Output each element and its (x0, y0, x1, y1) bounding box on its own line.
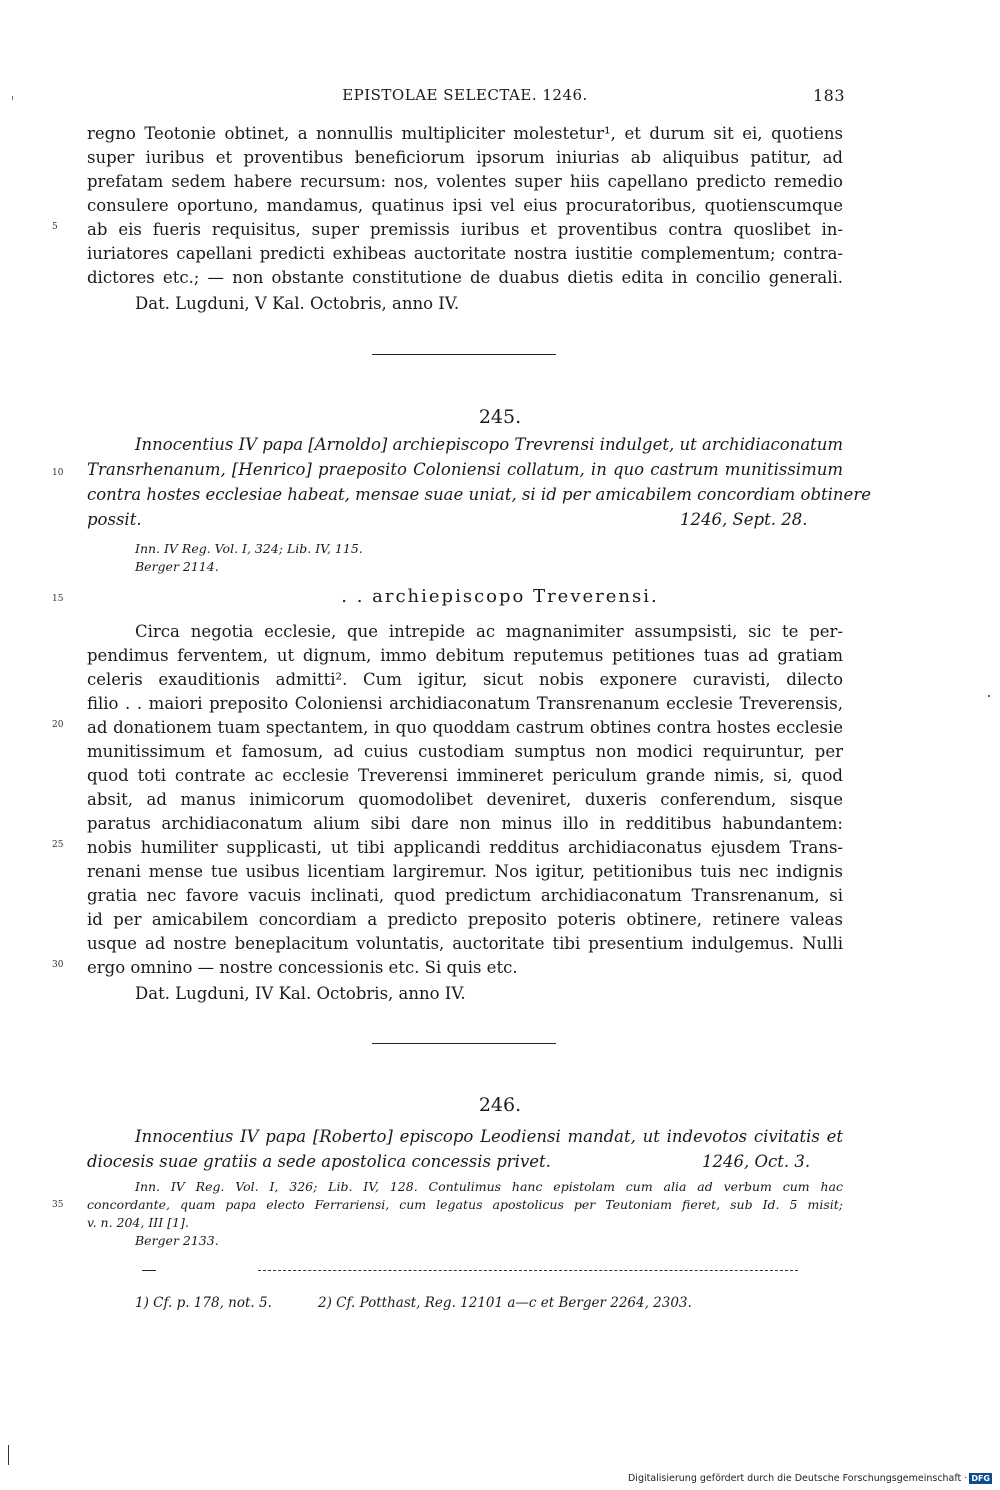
line-number: 30 (52, 960, 64, 970)
letter-date: 1246, Oct. 3. (702, 1152, 811, 1171)
text-line: ergo omnino — nostre concessionis etc. Si quis etc. (87, 958, 518, 977)
text-line: absit, ad manus inimicorum quomodolibet deveniret, duxeris conferendum, sisque (87, 790, 843, 809)
footnote: 2) Cf. Potthast, Reg. 12101 a—c et Berger 2264, 2303. (318, 1295, 692, 1311)
running-title: EPISTOLAE SELECTAE. 1246. (342, 86, 588, 104)
text-line: paratus archidiaconatum alium sibi dare non minus illo in redditibus habundantem: (87, 814, 843, 833)
line-number: 10 (52, 468, 64, 478)
text-line: dictores etc.; — non obstante constitutione de duabus dietis edita in concilio generali. (87, 268, 843, 287)
text-line: regno Teotonie obtinet, a nonnullis multipliciter molestetur¹, et durum sit ei, quotiens (87, 124, 843, 143)
summary-line: contra hostes ecclesiae habeat, mensae suae uniat, si id per amicabilem concordiam obtinere (87, 485, 871, 504)
line-number: 35 (52, 1200, 64, 1210)
text-line: usque ad nostre beneplacitum voluntatis, auctoritate tibi presentium indulgemus. Nulli (87, 934, 843, 953)
digitization-footer (628, 1473, 992, 1484)
reference-line: Inn. IV Reg. Vol. I, 326; Lib. IV, 128. Contulimus hanc epistolam cum alia ad verbum cum hac (135, 1179, 843, 1194)
reference-line: Berger 2133. (135, 1233, 219, 1248)
register-reference: Berger 2114. (135, 559, 219, 574)
letter-address: . . archiepiscopo Treverensi. (341, 586, 659, 607)
running-header (85, 86, 845, 108)
text-line: nobis humiliter supplicasti, ut tibi applicandi redditus archidiaconatus ejusdem Trans- (87, 838, 843, 857)
section-divider (372, 1043, 556, 1044)
text-line: gratia nec favore vacuis inclinati, quod predictum archidiaconatum Transrenanum, si (87, 886, 843, 905)
reference-line: v. n. 204, III [1]. (87, 1215, 189, 1230)
line-number: 25 (52, 840, 64, 850)
footnote: 1) Cf. p. 178, not. 5. (135, 1295, 272, 1311)
summary-line: possit. (87, 510, 142, 529)
text-line: filio . . maiori preposito Coloniensi archidiaconatum Transrenanum ecclesie Treverensis, (87, 694, 843, 713)
summary-line: Innocentius IV papa [Arnoldo] archiepiscopo Trevrensi indulget, ut archidiaconatum (135, 435, 844, 454)
text-line: iuriatores capellani predicti exhibeas auctoritate nostra iustitie complementum; contra- (87, 244, 843, 263)
section-divider (372, 354, 556, 355)
line-number: 15 (52, 594, 64, 604)
text-line: celeris exauditionis admitti². Cum igitur, sicut nobis exponere curavisti, dilecto (87, 670, 843, 689)
footnote-rule (258, 1270, 798, 1271)
line-number: 5 (52, 222, 58, 232)
register-reference: Inn. IV Reg. Vol. I, 324; Lib. IV, 115. (135, 541, 363, 556)
line-number: 20 (52, 720, 64, 730)
dfg-logo: DFG (971, 1474, 990, 1483)
dating-line: Dat. Lugduni, V Kal. Octobris, anno IV. (135, 294, 460, 313)
text-line: munitissimum et famosum, ad cuius custodiam sumptus non modici requiruntur, per (87, 742, 843, 761)
dating-line: Dat. Lugduni, IV Kal. Octobris, anno IV. (135, 984, 466, 1003)
letter-number: 245. (478, 406, 522, 428)
text-line: ab eis fueris requisitus, super premissis iuribus et proventibus contra quoslibet in- (87, 220, 843, 239)
scan-speck (988, 695, 990, 697)
text-line: prefatam sedem habere recursum: nos, volentes super hiis capellano predicto remedio (87, 172, 843, 191)
footnote-rule (142, 1270, 156, 1271)
text-line: super iuribus et proventibus beneficiorum ipsorum iniurias ab aliquibus patitur, ad (87, 148, 843, 167)
text-line: Circa negotia ecclesie, que intrepide ac magnanimiter assumpsisti, sic te per- (135, 622, 843, 641)
text-line: pendimus ferventem, ut dignum, immo debitum reputemus petitiones tuas ad gratiam (87, 646, 843, 665)
text-line: renani mense tue usibus licentiam largiremur. Nos igitur, petitionibus tuis nec indignis (87, 862, 843, 881)
page-number: 183 (812, 86, 845, 105)
letter-date: 1246, Sept. 28. (680, 510, 808, 529)
summary-line: Transrhenanum, [Henrico] praeposito Coloniensi collatum, in quo castrum munitissimum (87, 460, 843, 479)
reference-line: concordante, quam papa electo Ferrariensi, cum legatus apostolicus per Teutoniam fieret, sub Id. 5 misit; (87, 1197, 843, 1212)
margin-mark (12, 96, 13, 100)
text-line: quod toti contrate ac ecclesie Treverensi immineret periculum grande nimis, si, quod (87, 766, 843, 785)
text-line: id per amicabilem concordiam a predicto preposito poteris obtinere, retinere valeas (87, 910, 843, 929)
text-line: ad donationem tuam spectantem, in quo quoddam castrum obtines contra hostes ecclesie (87, 718, 843, 737)
summary-line: Innocentius IV papa [Roberto] episcopo Leodiensi mandat, ut indevotos civitatis et (135, 1127, 843, 1146)
text-line: consulere oportuno, mandamus, quatinus ipsi vel eius procuratoribus, quotienscumque (87, 196, 843, 215)
footer-text: Digitalisierung gefördert durch die Deutsche Forschungsgemeinschaft · (627, 1473, 968, 1484)
summary-line: diocesis suae gratiis a sede apostolica concessis privet. (87, 1152, 551, 1171)
letter-number: 246. (478, 1094, 522, 1116)
margin-mark (8, 1445, 9, 1465)
